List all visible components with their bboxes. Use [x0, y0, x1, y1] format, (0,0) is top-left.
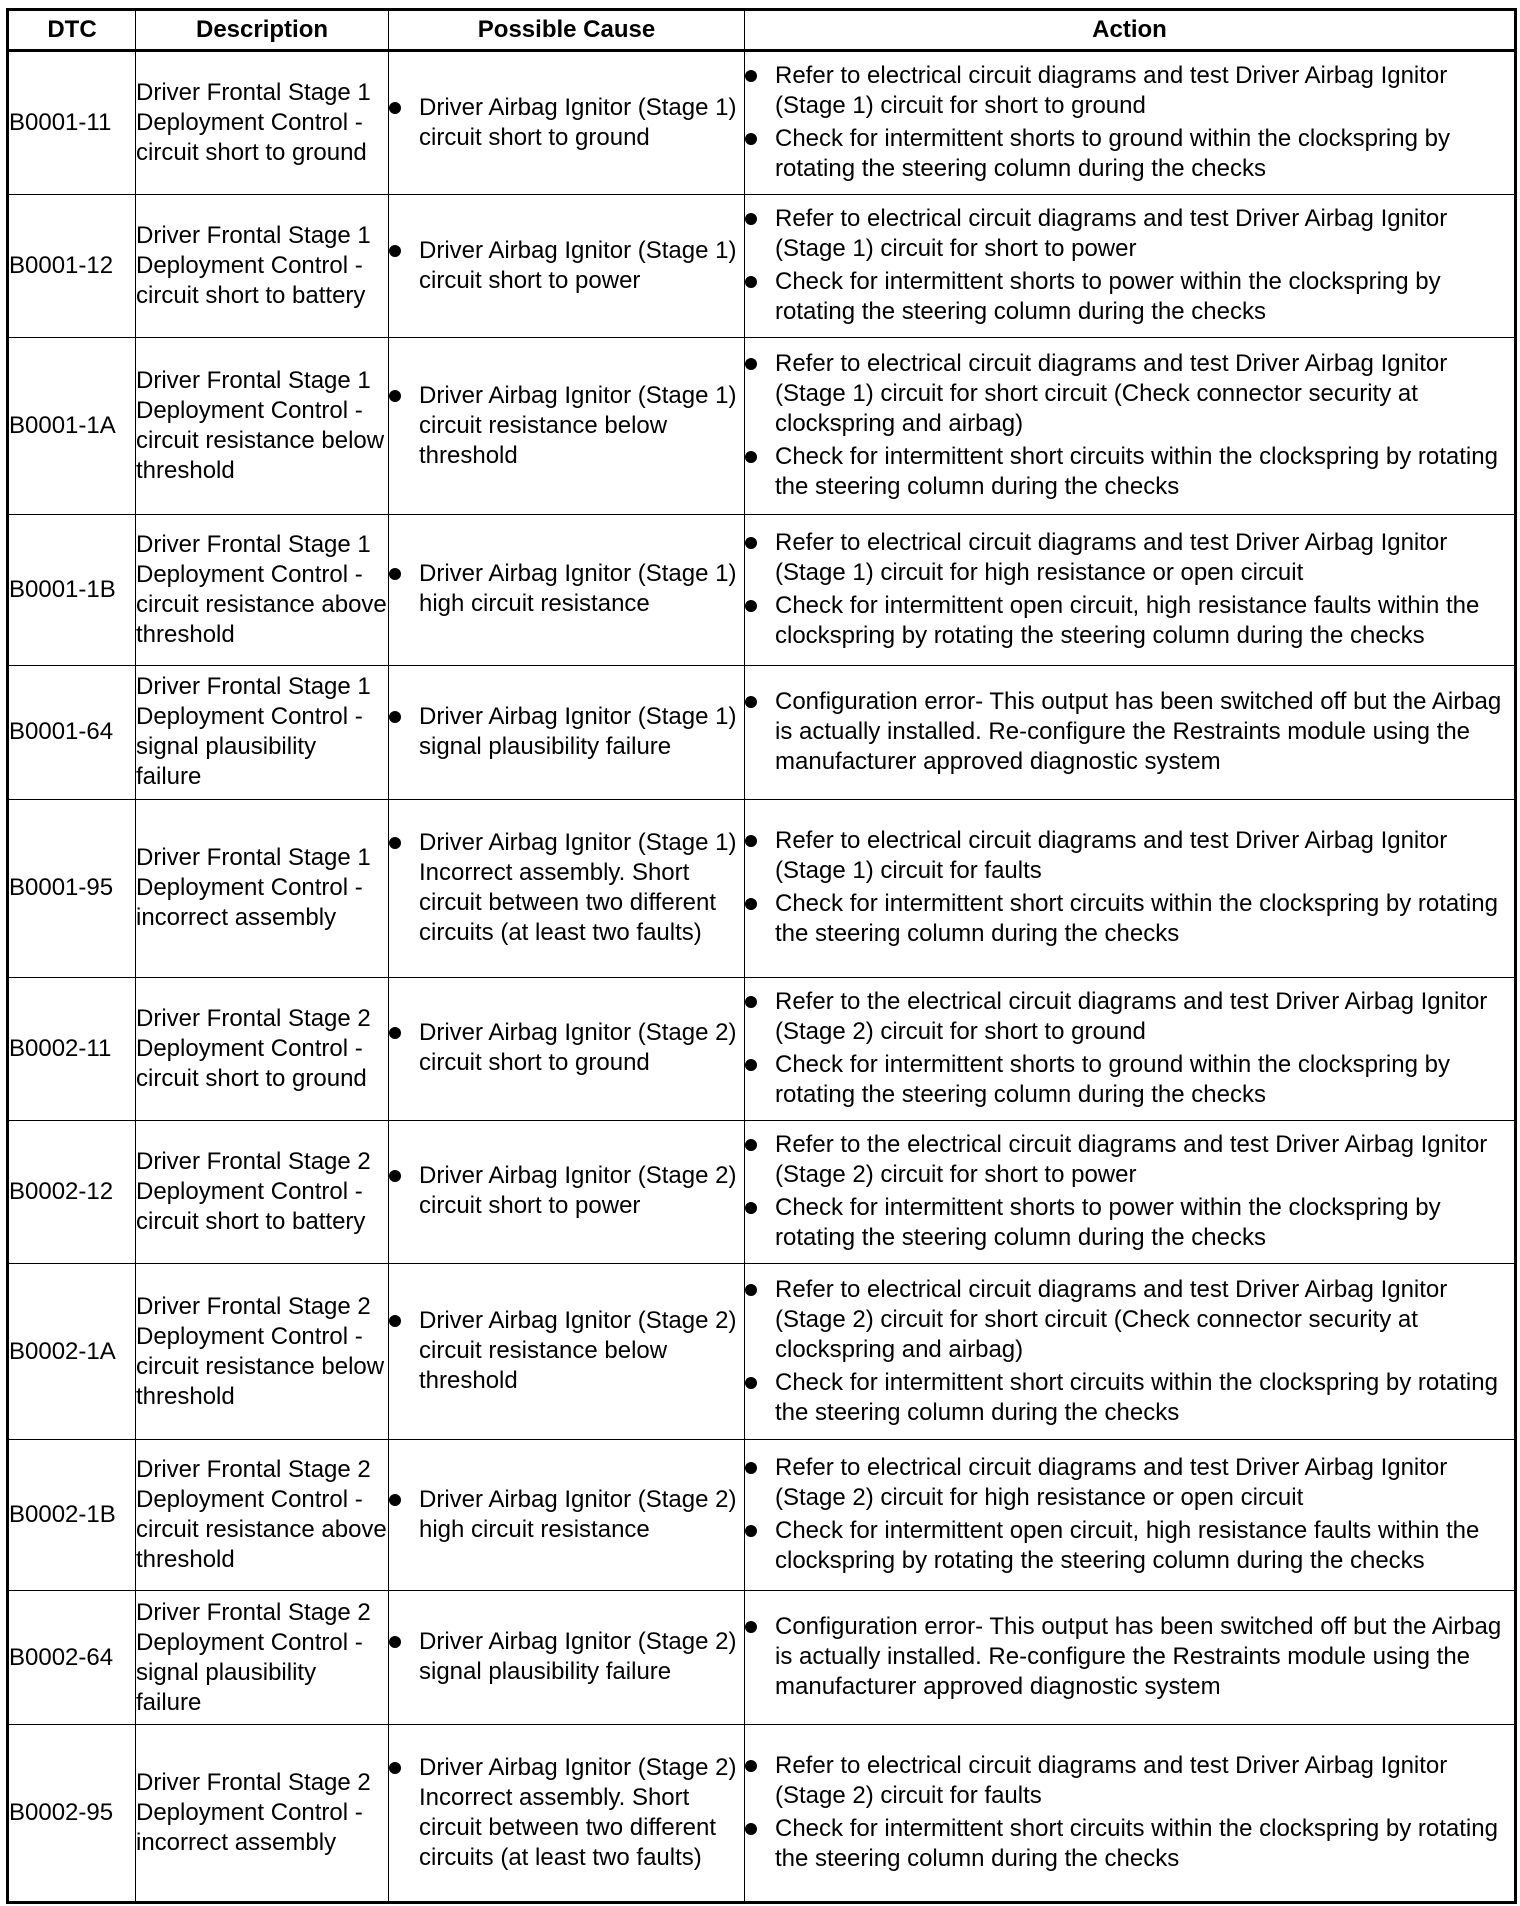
- table-row: [8, 51, 1516, 195]
- cause-item: [389, 828, 744, 948]
- action-list: [745, 528, 1514, 651]
- action-item: [745, 1368, 1514, 1428]
- cause-item: [389, 381, 744, 471]
- dtc-code: B0001-1A: [8, 338, 136, 514]
- action-list: [745, 1453, 1514, 1576]
- cause-list: [389, 1485, 744, 1545]
- bullet-icon: [389, 568, 401, 580]
- action-list: [745, 1612, 1514, 1702]
- action-cell: [745, 1591, 1516, 1725]
- action-item-text: Refer to electrical circuit diagrams and test Driver Airbag Ignitor (Stage 2) circuit for short circuit (Check connector security at clockspring and airbag): [775, 1275, 1448, 1363]
- bullet-icon: [745, 213, 757, 225]
- action-list: [745, 1130, 1514, 1253]
- dtc-description: Driver Frontal Stage 1 Deployment Control - circuit resistance below threshold: [136, 338, 389, 514]
- action-list: [745, 1275, 1514, 1428]
- bullet-icon: [745, 133, 757, 145]
- action-cell: [745, 977, 1516, 1120]
- cause-item-text: Driver Airbag Ignitor (Stage 1) circuit resistance below threshold: [419, 381, 737, 469]
- action-item-text: Refer to electrical circuit diagrams and test Driver Airbag Ignitor (Stage 1) circuit for short to ground: [775, 62, 1448, 120]
- bullet-icon: [745, 1202, 757, 1214]
- bullet-icon: [389, 711, 401, 723]
- action-item: [745, 1516, 1514, 1576]
- possible-cause-cell: [389, 514, 745, 665]
- action-cell: [745, 665, 1516, 799]
- cause-item: [389, 702, 744, 762]
- cause-list: [389, 381, 744, 471]
- cause-list: [389, 1161, 744, 1221]
- table-row: [8, 665, 1516, 799]
- table-row: [8, 799, 1516, 977]
- action-item: [745, 591, 1514, 651]
- table-row: [8, 195, 1516, 338]
- bullet-icon: [745, 600, 757, 612]
- cause-item-text: Driver Airbag Ignitor (Stage 2) high circuit resistance: [419, 1485, 737, 1543]
- cause-item-text: Driver Airbag Ignitor (Stage 2) signal plausibility failure: [419, 1628, 737, 1686]
- bullet-icon: [745, 696, 757, 708]
- action-item-text: Refer to electrical circuit diagrams and test Driver Airbag Ignitor (Stage 1) circuit for high resistance or open circuit: [775, 528, 1448, 586]
- action-item-text: Check for intermittent shorts to ground within the clockspring by rotating the steering column during the checks: [775, 125, 1450, 183]
- action-item: [745, 1130, 1514, 1190]
- action-cell: [745, 799, 1516, 977]
- bullet-icon: [389, 102, 401, 114]
- cause-item: [389, 93, 744, 153]
- action-list: [745, 687, 1514, 777]
- bullet-icon: [389, 390, 401, 402]
- possible-cause-cell: [389, 1263, 745, 1439]
- bullet-icon: [745, 1059, 757, 1071]
- header-description: Description: [136, 10, 389, 51]
- bullet-icon: [745, 1525, 757, 1537]
- action-item: [745, 349, 1514, 439]
- dtc-code: B0001-12: [8, 195, 136, 338]
- cause-item-text: Driver Airbag Ignitor (Stage 1) high circuit resistance: [419, 560, 737, 618]
- cause-item: [389, 1161, 744, 1221]
- bullet-icon: [745, 1377, 757, 1389]
- action-item-text: Check for intermittent short circuits within the clockspring by rotating the steering column during the checks: [775, 890, 1498, 948]
- bullet-icon: [389, 1494, 401, 1506]
- dtc-description: Driver Frontal Stage 2 Deployment Control - incorrect assembly: [136, 1725, 389, 1903]
- action-item: [745, 889, 1514, 949]
- possible-cause-cell: [389, 977, 745, 1120]
- action-item-text: Refer to electrical circuit diagrams and test Driver Airbag Ignitor (Stage 1) circuit for short to power: [775, 205, 1448, 263]
- bullet-icon: [745, 1462, 757, 1474]
- action-list: [745, 61, 1514, 184]
- action-item-text: Configuration error- This output has been switched off but the Airbag is actually installed. Re-configure the Restraints module using the manufacturer approved diagnostic system: [775, 687, 1502, 775]
- cause-item-text: Driver Airbag Ignitor (Stage 2) circuit short to ground: [419, 1019, 737, 1077]
- action-list: [745, 204, 1514, 327]
- action-item: [745, 204, 1514, 264]
- action-item: [745, 442, 1514, 502]
- table-row: [8, 977, 1516, 1120]
- action-cell: [745, 338, 1516, 514]
- action-item: [745, 1275, 1514, 1365]
- bullet-icon: [389, 837, 401, 849]
- dtc-code: B0002-95: [8, 1725, 136, 1903]
- header-action: Action: [745, 10, 1516, 51]
- bullet-icon: [745, 358, 757, 370]
- dtc-code: B0001-95: [8, 799, 136, 977]
- action-item: [745, 987, 1514, 1047]
- bullet-icon: [745, 898, 757, 910]
- bullet-icon: [389, 1762, 401, 1774]
- action-cell: [745, 1263, 1516, 1439]
- table-row: [8, 514, 1516, 665]
- cause-list: [389, 559, 744, 619]
- possible-cause-cell: [389, 1725, 745, 1903]
- action-cell: [745, 1120, 1516, 1263]
- cause-list: [389, 1306, 744, 1396]
- table-header: [8, 10, 1516, 51]
- bullet-icon: [389, 245, 401, 257]
- action-item-text: Check for intermittent short circuits within the clockspring by rotating the steering column during the checks: [775, 443, 1498, 501]
- dtc-code: B0002-1A: [8, 1263, 136, 1439]
- dtc-code: B0001-1B: [8, 514, 136, 665]
- action-item-text: Check for intermittent open circuit, high resistance faults within the clockspring by rotating the steering column during the checks: [775, 591, 1480, 649]
- bullet-icon: [745, 835, 757, 847]
- dtc-description: Driver Frontal Stage 1 Deployment Control - circuit short to battery: [136, 195, 389, 338]
- possible-cause-cell: [389, 799, 745, 977]
- action-item-text: Check for intermittent short circuits within the clockspring by rotating the steering column during the checks: [775, 1368, 1498, 1426]
- action-cell: [745, 1725, 1516, 1903]
- table-row: [8, 338, 1516, 514]
- table-row: [8, 1263, 1516, 1439]
- possible-cause-cell: [389, 1120, 745, 1263]
- table-row: [8, 1440, 1516, 1591]
- dtc-description: Driver Frontal Stage 1 Deployment Control - circuit short to ground: [136, 51, 389, 195]
- dtc-description: Driver Frontal Stage 2 Deployment Control - circuit resistance below threshold: [136, 1263, 389, 1439]
- possible-cause-cell: [389, 1591, 745, 1725]
- cause-item: [389, 236, 744, 296]
- action-item-text: Refer to electrical circuit diagrams and test Driver Airbag Ignitor (Stage 2) circuit for high resistance or open circuit: [775, 1454, 1448, 1512]
- action-item-text: Refer to electrical circuit diagrams and test Driver Airbag Ignitor (Stage 1) circuit for short circuit (Check connector security at clockspring and airbag): [775, 350, 1448, 438]
- cause-item: [389, 1753, 744, 1873]
- header-dtc: DTC: [8, 10, 136, 51]
- possible-cause-cell: [389, 51, 745, 195]
- cause-item-text: Driver Airbag Ignitor (Stage 1) circuit short to power: [419, 236, 737, 294]
- cause-list: [389, 702, 744, 762]
- cause-list: [389, 93, 744, 153]
- cause-list: [389, 828, 744, 948]
- bullet-icon: [389, 1315, 401, 1327]
- table-body: [8, 51, 1516, 1903]
- action-item-text: Refer to electrical circuit diagrams and test Driver Airbag Ignitor (Stage 2) circuit for faults: [775, 1752, 1448, 1810]
- dtc-description: Driver Frontal Stage 1 Deployment Control - incorrect assembly: [136, 799, 389, 977]
- table-row: [8, 1591, 1516, 1725]
- action-list: [745, 1751, 1514, 1874]
- action-item-text: Check for intermittent shorts to ground within the clockspring by rotating the steering column during the checks: [775, 1050, 1450, 1108]
- action-item: [745, 1193, 1514, 1253]
- bullet-icon: [389, 1636, 401, 1648]
- action-item: [745, 687, 1514, 777]
- header-row: [8, 10, 1516, 51]
- header-possible-cause: Possible Cause: [389, 10, 745, 51]
- bullet-icon: [745, 1823, 757, 1835]
- possible-cause-cell: [389, 665, 745, 799]
- dtc-code: B0002-12: [8, 1120, 136, 1263]
- action-cell: [745, 1440, 1516, 1591]
- cause-item-text: Driver Airbag Ignitor (Stage 2) circuit resistance below threshold: [419, 1307, 737, 1394]
- action-cell: [745, 195, 1516, 338]
- action-list: [745, 987, 1514, 1110]
- dtc-code: B0001-11: [8, 51, 136, 195]
- action-item: [745, 826, 1514, 886]
- bullet-icon: [745, 1621, 757, 1633]
- table-row: [8, 1725, 1516, 1903]
- dtc-description: Driver Frontal Stage 1 Deployment Control - signal plausibility failure: [136, 665, 389, 799]
- dtc-code: B0001-64: [8, 665, 136, 799]
- table-row: [8, 1120, 1516, 1263]
- action-item: [745, 1453, 1514, 1513]
- cause-list: [389, 236, 744, 296]
- cause-item-text: Driver Airbag Ignitor (Stage 2) circuit short to power: [419, 1162, 737, 1220]
- possible-cause-cell: [389, 195, 745, 338]
- action-item: [745, 124, 1514, 184]
- action-item-text: Check for intermittent open circuit, high resistance faults within the clockspring by rotating the steering column during the checks: [775, 1517, 1480, 1575]
- cause-item: [389, 1306, 744, 1396]
- cause-item: [389, 559, 744, 619]
- bullet-icon: [745, 537, 757, 549]
- dtc-description: Driver Frontal Stage 1 Deployment Control - circuit resistance above threshold: [136, 514, 389, 665]
- dtc-code: B0002-64: [8, 1591, 136, 1725]
- action-item-text: Check for intermittent shorts to power within the clockspring by rotating the steering column during the checks: [775, 268, 1441, 326]
- dtc-description: Driver Frontal Stage 2 Deployment Control - circuit short to ground: [136, 977, 389, 1120]
- dtc-description: Driver Frontal Stage 2 Deployment Control - circuit resistance above threshold: [136, 1440, 389, 1591]
- bullet-icon: [745, 996, 757, 1008]
- action-item-text: Refer to electrical circuit diagrams and test Driver Airbag Ignitor (Stage 1) circuit for faults: [775, 827, 1448, 885]
- cause-item-text: Driver Airbag Ignitor (Stage 1) Incorrect assembly. Short circuit between two different circuits (at least two faults): [419, 828, 737, 946]
- dtc-code: B0002-11: [8, 977, 136, 1120]
- action-item: [745, 1050, 1514, 1110]
- bullet-icon: [745, 70, 757, 82]
- dtc-description: Driver Frontal Stage 2 Deployment Control - signal plausibility failure: [136, 1591, 389, 1725]
- action-item: [745, 1751, 1514, 1811]
- dtc-table: [6, 8, 1517, 1904]
- cause-list: [389, 1627, 744, 1687]
- action-item: [745, 1612, 1514, 1702]
- cause-item-text: Driver Airbag Ignitor (Stage 1) signal plausibility failure: [419, 702, 737, 760]
- dtc-code: B0002-1B: [8, 1440, 136, 1591]
- cause-item: [389, 1018, 744, 1078]
- action-item-text: Refer to the electrical circuit diagrams and test Driver Airbag Ignitor (Stage 2) circuit for short to power: [775, 1130, 1488, 1188]
- cause-item: [389, 1627, 744, 1687]
- action-item-text: Refer to the electrical circuit diagrams and test Driver Airbag Ignitor (Stage 2) circuit for short to ground: [775, 987, 1488, 1045]
- action-item-text: Configuration error- This output has been switched off but the Airbag is actually installed. Re-configure the Restraints module using the manufacturer approved diagnostic system: [775, 1613, 1502, 1701]
- bullet-icon: [745, 451, 757, 463]
- action-item: [745, 267, 1514, 327]
- action-list: [745, 826, 1514, 949]
- bullet-icon: [745, 1284, 757, 1296]
- cause-item: [389, 1485, 744, 1545]
- action-item: [745, 1814, 1514, 1874]
- cause-item-text: Driver Airbag Ignitor (Stage 2) Incorrect assembly. Short circuit between two different circuits (at least two faults): [419, 1753, 737, 1871]
- bullet-icon: [745, 1760, 757, 1772]
- bullet-icon: [389, 1027, 401, 1039]
- action-cell: [745, 514, 1516, 665]
- possible-cause-cell: [389, 338, 745, 514]
- bullet-icon: [745, 1139, 757, 1151]
- possible-cause-cell: [389, 1440, 745, 1591]
- action-item: [745, 528, 1514, 588]
- cause-item-text: Driver Airbag Ignitor (Stage 1) circuit short to ground: [419, 93, 737, 151]
- cause-list: [389, 1753, 744, 1873]
- cause-list: [389, 1018, 744, 1078]
- bullet-icon: [745, 276, 757, 288]
- action-list: [745, 349, 1514, 502]
- action-item-text: Check for intermittent short circuits within the clockspring by rotating the steering column during the checks: [775, 1815, 1498, 1873]
- dtc-description: Driver Frontal Stage 2 Deployment Control - circuit short to battery: [136, 1120, 389, 1263]
- action-item: [745, 61, 1514, 121]
- action-cell: [745, 51, 1516, 195]
- action-item-text: Check for intermittent shorts to power within the clockspring by rotating the steering column during the checks: [775, 1193, 1441, 1251]
- bullet-icon: [389, 1170, 401, 1182]
